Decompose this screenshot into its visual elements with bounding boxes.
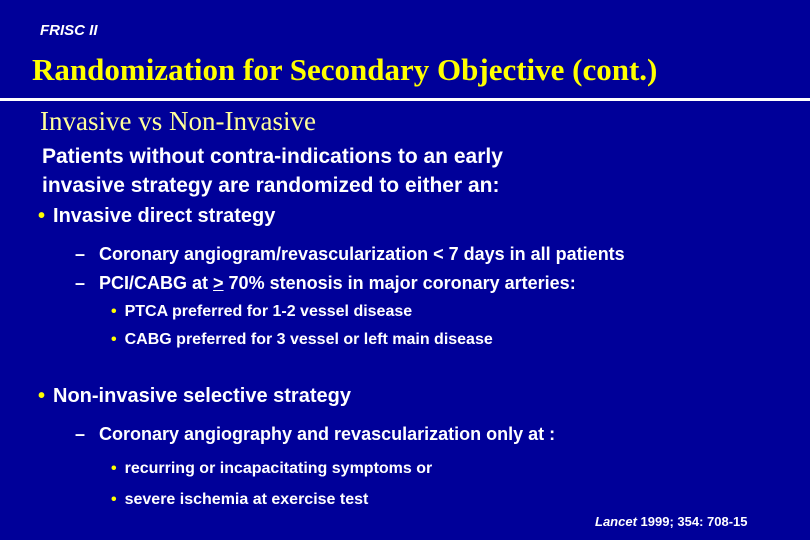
greater-equal-symbol: > <box>213 273 224 293</box>
invasive-sub-1 <box>111 303 412 321</box>
invasive-sub-2 <box>111 331 493 349</box>
dash-icon: – <box>75 273 86 293</box>
invasive-item-2-post: 70% stenosis in major coronary arteries: <box>223 273 576 293</box>
noninvasive-item-1-text: Coronary angiography and revascularization only at : <box>99 424 556 444</box>
noninvasive-item-1 <box>75 424 555 445</box>
bullet-icon: • <box>111 460 117 477</box>
citation-details: 1999; 354: 708-15 <box>636 514 748 529</box>
dash-icon: – <box>75 424 86 444</box>
invasive-item-1-text: Coronary angiogram/revascularization < 7 days in all patients <box>99 244 625 264</box>
noninvasive-heading <box>38 385 351 408</box>
invasive-item-2-pre: PCI/CABG at <box>99 273 214 293</box>
bullet-icon: • <box>38 205 46 227</box>
noninvasive-sub-1 <box>111 460 432 478</box>
noninvasive-sub-2 <box>111 491 368 509</box>
citation-journal: Lancet <box>595 514 637 529</box>
bullet-icon: • <box>111 331 117 348</box>
invasive-sub-1-text: PTCA preferred for 1-2 vessel disease <box>124 303 413 320</box>
dash-icon: – <box>75 244 86 264</box>
slide-tag: FRISC II <box>40 22 98 39</box>
noninvasive-heading-text: Non-invasive selective strategy <box>53 385 351 407</box>
noninvasive-sub-2-text: severe ischemia at exercise test <box>124 491 369 508</box>
noninvasive-sub-1-text: recurring or incapacitating symptoms or <box>124 460 433 477</box>
bullet-icon: • <box>111 491 117 508</box>
invasive-sub-2-text: CABG preferred for 3 vessel or left main disease <box>124 331 493 348</box>
invasive-item-1 <box>75 244 625 265</box>
bullet-icon: • <box>111 303 117 320</box>
title-divider <box>0 98 810 101</box>
slide-title: Randomization for Secondary Objective (cont.) <box>32 52 658 87</box>
invasive-heading <box>38 205 275 228</box>
intro-line-2: invasive strategy are randomized to either an: <box>42 174 500 197</box>
intro-line-1: Patients without contra-indications to an early <box>42 145 503 168</box>
slide-subtitle: Invasive vs Non-Invasive <box>40 106 316 136</box>
bullet-icon: • <box>38 385 46 407</box>
invasive-item-2 <box>75 273 576 294</box>
invasive-heading-text: Invasive direct strategy <box>53 205 276 227</box>
citation <box>595 514 748 529</box>
intro-paragraph <box>42 142 503 200</box>
